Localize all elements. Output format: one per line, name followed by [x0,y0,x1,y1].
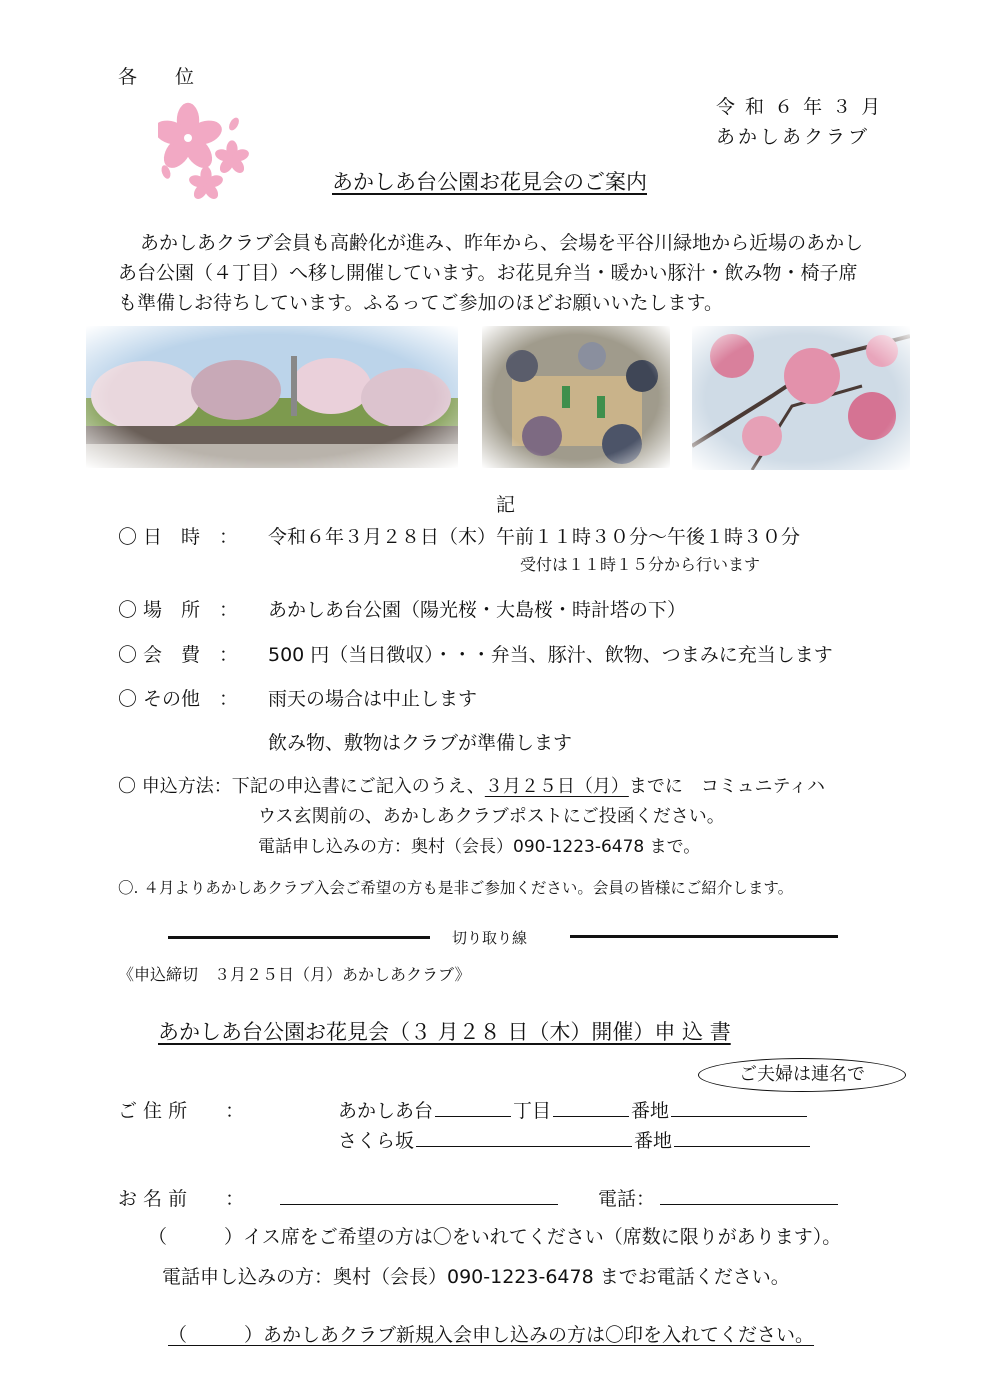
cut-line-left [168,936,430,939]
phone-label: 電話： [598,1188,656,1210]
address-line-2 [338,1126,812,1153]
fee-label: 〇 会 費 ： [118,644,239,666]
chome-field[interactable] [435,1115,511,1117]
cut-line-right [570,935,838,938]
couple-note: ご夫婦は連名で [698,1058,906,1092]
address-line-1 [338,1096,809,1123]
phone-field[interactable] [660,1204,838,1205]
sakurazaka-field[interactable] [416,1145,632,1147]
sakura-flower-icon [158,102,250,202]
address-label: ご 住 所 ： [118,1100,245,1122]
april-membership-note: 〇. ４月よりあかしあクラブ入会ご希望の方も是非ご参加ください。会員の皆様にご紹介します。 [118,879,794,897]
blossom-photo [692,326,910,470]
picnic-photo [482,326,670,468]
address-area-1: あかしあ台 [338,1100,434,1122]
other-label: 〇 その他 ： [118,688,239,710]
apply-line-2: ウス玄関前の、あかしあクラブポストにご投函ください。 [258,806,725,827]
fee-value: 500 円（当日徴収）・・・弁当、豚汁、飲物、つまみに充当します [268,644,833,666]
apply-text-post: までに コミュニティハ [628,776,826,797]
reception-note: 受付は１１時１５分から行います [520,555,761,574]
apply-deadline: ３月２５日（月） [484,776,629,797]
apply-line-1 [118,772,825,798]
datetime-value: 令和６年３月２８日（木）午前１１時３０分〜午後１時３０分 [268,526,801,548]
banchi-value-field-2[interactable] [674,1145,810,1147]
new-member-request: （ ）あかしあクラブ新規入会申し込みの方は〇印を入れてください。 [168,1324,815,1346]
intro-line-3: も準備しお待ちしています。ふるってご参加のほどお願いいたします。 [118,292,723,314]
address-area-2: さくら坂 [338,1130,415,1152]
form-title: あかしあ台公園お花見会（３ 月２８ 日（木）開催）申 込 書 [158,1020,731,1044]
name-label: お 名 前 ： [118,1188,245,1210]
other-line-1: 雨天の場合は中止します [268,688,478,710]
name-field[interactable] [280,1204,558,1205]
page-title: あかしあ台公園お花見会のご案内 [332,170,647,194]
other-line-2: 飲み物、敷物はクラブが準備します [268,732,573,754]
place-value: あかしあ台公園（陽光桜・大島桜・時計塔の下） [268,599,687,621]
issue-date: 令 和 ６ 年 ３ 月 [716,96,883,118]
cut-line-label: 切り取り線 [452,929,528,947]
apply-label: 〇 申込方法： [118,776,232,797]
place-label: 〇 場 所 ： [118,599,239,621]
banchi-field-1[interactable] [553,1115,629,1117]
apply-line-3: 電話申し込みの方：奥村（会長）090-1223-6478 まで。 [258,837,701,857]
banchi-label-2: 番地 [634,1130,673,1152]
banchi-value-field-1[interactable] [671,1115,807,1117]
intro-line-2: あ台公園（４丁目）へ移し開催しています。お花見弁当・暖かい豚汁・飲み物・椅子席 [118,262,858,284]
datetime-label: 〇 日 時 ： [118,526,239,548]
addressee: 各 位 [118,66,195,88]
park-photo [86,326,458,468]
organization-name: あかしあクラブ [716,126,871,148]
banchi-label-1: 番地 [631,1100,670,1122]
phone-apply-note: 電話申し込みの方：奥村（会長）090-1223-6478 までお電話ください。 [162,1266,790,1288]
chair-request: （ ）イス席をご希望の方は〇をいれてください（席数に限りがあります）。 [148,1226,842,1248]
ki-heading: 記 [496,494,516,516]
form-deadline: 《申込締切 ３月２５日（月）あかしあクラブ》 [118,965,471,984]
apply-text-pre: 下記の申込書にご記入のうえ、 [231,776,485,797]
intro-line-1: あかしあクラブ会員も高齢化が進み、昨年から、会場を平谷川緑地から近場のあかし [140,232,864,254]
chome-label: 丁目 [513,1100,552,1122]
